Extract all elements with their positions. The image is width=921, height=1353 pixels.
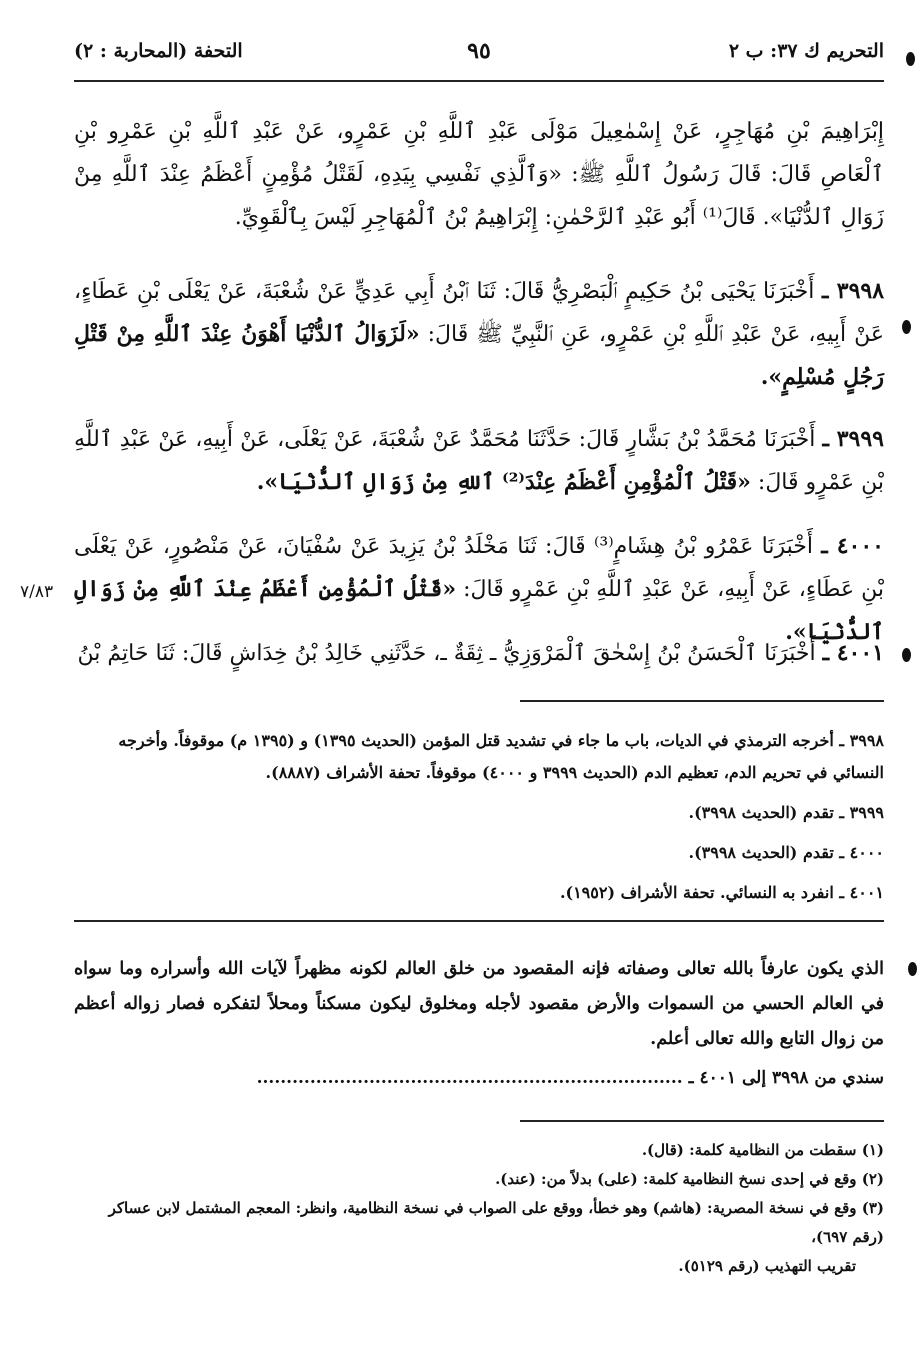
header-divider xyxy=(74,80,884,82)
footnote-1: (١) سقطت من النظامية كلمة: (قال). xyxy=(641,1141,884,1159)
takhrij-3998: ٣٩٩٨ ـ أخرجه الترمذي في الديات، باب ما جاء في تشديد قتل المؤمن (الحديث ١٣٩٥) و (١٣٩٥ م) موقوفاً. وأخرجه النسائي في تحريم الدم، تعظيم الدم (الحديث ٣٩٩٩ و ٤٠٠٠) موقوفاً. تحفة الأشراف (٨٨٨٧). xyxy=(118,731,884,782)
chapter-reference: التحريم ك ٣٧: ب ٢ xyxy=(728,40,884,62)
sanad-text: سندي من ٣٩٩٨ إلى ٤٠٠١ ـ ........................................................................ xyxy=(256,1068,884,1088)
hadith-isnad: أَخْبَرَنَا عَمْرُو بْنُ هِشَامٍ⁽³⁾ قَالَ: ثَنَا مَخْلَدُ بْنُ يَزِيدَ عَنْ سُفْيَانَ، عَنْ مَنْصُورٍ، عَنْ يَعْلَى بْنِ عَطَاءٍ، عَنْ أَبِيهِ، عَنْ عَبْدِ ٱللَّهِ بْنِ عَمْرٍو قَالَ: xyxy=(74,534,884,602)
sharh-commentary xyxy=(74,952,884,1057)
hadith-matn: «قَتْلُ ٱلْمُؤْمِنِ أَعْظَمُ عِنْدَ ٱللَّهِ مِنْ زَوَالِ ٱلدُّنْيَا». xyxy=(74,576,884,645)
footnote-2: (٢) وقع في إحدى نسخ النظامية كلمة: (على) بدلاً من: (عند). xyxy=(495,1170,884,1188)
hadith-number: ٣٩٩٩ ـ xyxy=(822,426,884,452)
page-number: ٩٥ xyxy=(467,38,491,64)
takhrij-notes xyxy=(74,725,884,917)
hadith-isnad: أَخْبَرَنَا ٱلْحَسَنُ بْنُ إِسْحٰقَ ٱلْمَرْوَزِيُّ ـ ثِقَةٌ ـ، حَدَّثَنِي خَالِدُ بْنُ خِدَاشٍ قَالَ: ثَنَا حَاتِمُ بْنُ xyxy=(77,641,816,666)
hadith-3999 xyxy=(74,418,884,504)
hadith-4001 xyxy=(74,632,884,675)
footnote-3: (٣) وقع في نسخة المصرية: (هاشم) وهو خطأ، ووقع على الصواب في نسخة النظامية، وانظر: المعجم المشتمل لابن عساكر (رقم ٦٩٧)، xyxy=(108,1199,884,1246)
hadith-isnad: أَخْبَرَنَا يَحْيَى بْنُ حَكِيمٍ ٱلْبَصْرِيُّ قَالَ: ثَنَا ٱبْنُ أَبِي عَدِيٍّ عَنْ شُعْبَةَ، عَنْ يَعْلَى بْنِ عَطَاءٍ، عَنْ أَبِيهِ، عَنْ عَبْدِ ٱللَّهِ بْنِ عَمْرٍو، عَنِ ٱلنَّبِيِّ ﷺ قَالَ: xyxy=(74,279,884,347)
sharh-text: الذي يكون عارفاً بالله تعالى وصفاته فإنه المقصود من خلق العالم لكونه مظهراً لآيات الله وأسراره وما سواه في العالم الحسي من السموات والأرض مقصود لأجله ومخلوق ليكون مسكناً ومحلاً لتفكره فصار زواله أعظم من زوال التابع والله تعالى أعلم. xyxy=(74,959,884,1049)
hadith-3998 xyxy=(74,270,884,399)
footnotes-divider xyxy=(520,1120,884,1122)
footnotes xyxy=(74,1136,884,1281)
hadith-matn: «قَتْلُ ٱلْمُؤْمِنِ أَعْظَمُ عِنْدَ⁽²⁾ ٱللهِ مِنْ زَوَالِ ٱلدُّنْيَا». xyxy=(256,469,751,495)
takhrij-4001: ٤٠٠١ ـ انفرد به النسائي. تحفة الأشراف (١٩٥٢). xyxy=(559,883,884,902)
sharh-divider xyxy=(74,920,884,922)
margin-reference: ٧/٨٣ xyxy=(20,582,54,602)
hadith-number: ٤٠٠٠ ـ xyxy=(821,533,884,559)
hadith-number: ٤٠٠١ ـ xyxy=(822,640,884,666)
takhrij-divider xyxy=(520,700,884,702)
margin-dot-marker xyxy=(908,962,917,976)
sanad-heading xyxy=(74,1068,884,1088)
page-header xyxy=(74,34,884,70)
takhrij-3999: ٣٩٩٩ ـ تقدم (الحديث ٣٩٩٨). xyxy=(688,803,884,822)
hadith-number: ٣٩٩٨ ـ xyxy=(822,278,885,304)
margin-dot-marker xyxy=(902,648,911,662)
takhrij-4000: ٤٠٠٠ ـ تقدم (الحديث ٣٩٩٨). xyxy=(688,843,884,862)
footnote-3-continued: تقريب التهذيب (رقم ٥١٢٩). xyxy=(678,1257,856,1275)
hadith-matn: «لَزَوَالُ ٱلدُّنْيَا أَهْوَنُ عِنْدَ ٱللَّهِ مِنْ قَتْلِ رَجُلٍ مُسْلِمٍ». xyxy=(74,321,884,390)
margin-dot-marker xyxy=(906,52,915,66)
continuation-text: إِبْرَاهِيمَ بْنِ مُهَاجِرٍ، عَنْ إِسْمٰعِيلَ مَوْلَى عَبْدِ ٱللَّهِ بْنِ عَمْرٍو، عَنْ عَبْدِ ٱللَّهِ بْنِ عَمْرِو بْنِ ٱلْعَاصِ قَالَ: قَالَ رَسُولُ ٱللَّهِ ﷺ: «وَٱلَّذِي نَفْسِي بِيَدِهِ، لَقَتْلُ مُؤْمِنٍ أَعْظَمُ عِنْدَ ٱللَّهِ مِنْ زَوَالِ ٱلدُّنْيَا». قَالَ⁽¹⁾ أَبُو عَبْدِ ٱلرَّحْمٰنِ: إِبْرَاهِيمُ بْنُ ٱلْمُهَاجِرِ لَيْسَ بِٱلْقَوِيِّ. xyxy=(74,119,884,230)
hadith-isnad: أَخْبَرَنَا مُحَمَّدُ بْنُ بَشَّارٍ قَالَ: حَدَّثَنَا مُحَمَّدٌ عَنْ شُعْبَةَ، عَنْ يَعْلَى، عَنْ أَبِيهِ، عَنْ عَبْدِ ٱللَّهِ بْنِ عَمْرٍو قَالَ: xyxy=(74,427,884,495)
hadith-continuation xyxy=(74,110,884,239)
source-reference: التحفة (المحاربة : ٢) xyxy=(74,40,243,62)
margin-dot-marker xyxy=(902,320,911,334)
